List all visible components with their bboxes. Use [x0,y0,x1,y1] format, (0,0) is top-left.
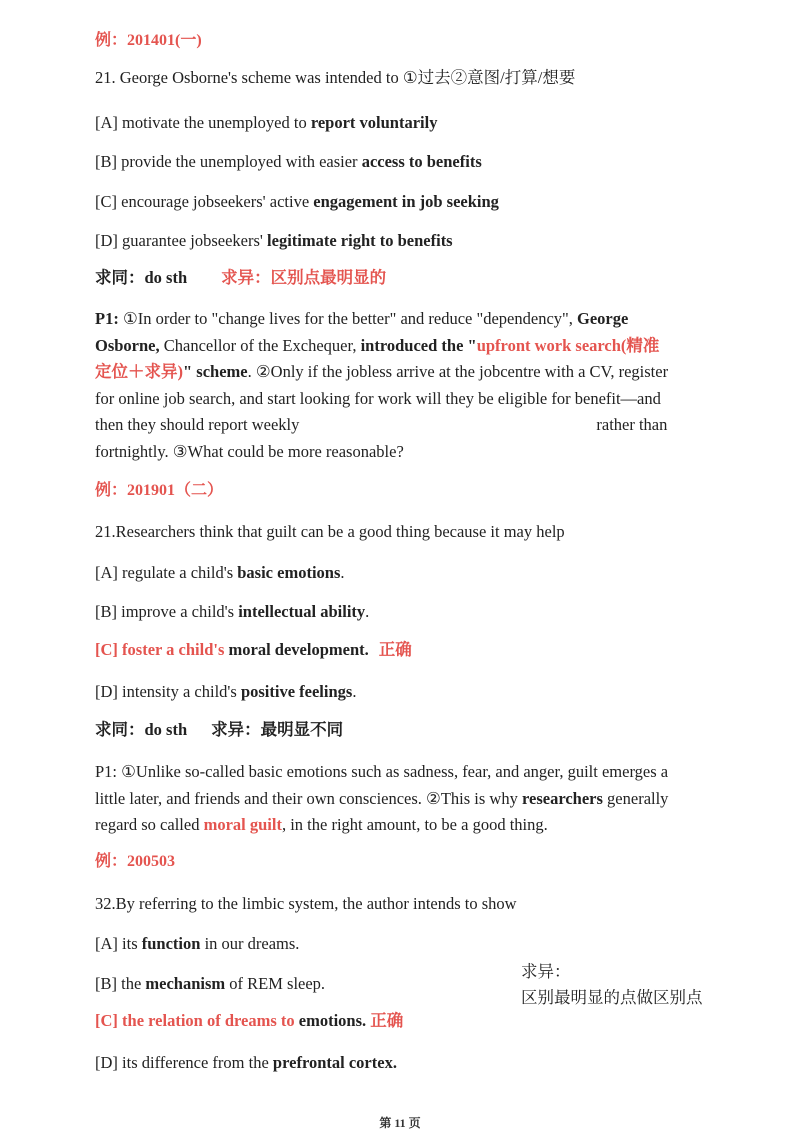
option-text: . [352,682,357,701]
para-text: ①In order to "change lives for the better" and reduce "dependency", [122,309,578,328]
seek-same-diff-2 [95,719,343,741]
para-text: , in the right amount, to be a good thing. [281,815,548,834]
seek-diff: 求异：区别点最明显的 [221,268,387,287]
seek-same: 求同：do sth [95,268,188,287]
option-text: . [365,602,370,621]
question-21-osborne [95,67,575,89]
para-bold: researchers [521,788,603,808]
para-text: then they should report weekly [95,415,300,434]
para-text: P1: ①Unlike so-called basic emotions such as sadness, fear, and anger, guilt emerges a [95,762,669,781]
option-keyword: mechanism [145,974,226,993]
option-keyword: function [141,934,201,953]
option-b [95,601,369,623]
side-note-text: 区别最明显的点做区别点 [521,988,703,1007]
example-heading-201401: 例：201401(一) [95,32,202,49]
para-text: regard so called [95,815,204,834]
para-bold: " scheme [183,362,248,381]
passage-p1-guilt [95,759,735,839]
option-keyword: legitimate right to benefits [267,231,453,250]
option-text: [C] the relation of dreams to [95,1011,299,1030]
option-text: [C] foster a child's [95,640,229,659]
para-text: for online job search, and start looking for work will they be eligible for benefit—and [95,388,661,408]
para-bold: Osborne, [95,335,160,355]
option-keyword: intellectual ability [238,602,366,621]
option-keyword: engagement in job seeking [313,192,499,211]
option-keyword: basic emotions [237,563,341,582]
para-highlight: upfront work search(精准 [476,335,660,355]
seek-same: 求同：do sth [95,720,188,739]
option-a [95,933,299,955]
para-text: little later, and friends and their own consciences. ②This is why [95,788,522,808]
para-text: . ②Only if the jobless arrive at the jobcentre with a CV, register [247,362,669,381]
para-bold: introduced the " [360,335,477,355]
option-text: [B] provide the unemployed with easier [95,152,362,171]
option-text: [B] improve a child's [95,602,239,621]
question-note: ①过去②意图/打算/想要 [402,68,576,87]
option-keyword: prefrontal cortex. [272,1053,397,1072]
option-text: [A] motivate the unemployed to [95,113,311,132]
example-heading-201901: 例：201901（二） [95,482,224,499]
option-text: of REM sleep. [225,974,326,993]
correct-mark: 正确 [378,640,412,659]
para-text: fortnightly. ③What could be more reasonable? [95,441,404,461]
option-b [95,151,482,173]
seek-same-diff-1 [95,267,386,289]
option-a [95,562,345,584]
option-text: [A] regulate a child's [95,563,238,582]
option-text: in our dreams. [200,934,300,953]
question-21-guilt: 21.Researchers think that guilt can be a good thing because it may help [95,522,565,541]
para-label: P1: [95,309,123,328]
option-text: [D] guarantee jobseekers' [95,231,268,250]
option-text: [A] its [95,934,142,953]
para-highlight: moral guilt [203,815,282,834]
option-keyword: report voluntarily [310,113,438,132]
correct-mark: 正确 [370,1011,404,1030]
option-text: [D] its difference from the [95,1053,273,1072]
option-keyword: emotions [298,1011,363,1030]
para-bold: George [577,309,629,328]
option-d [95,1052,397,1074]
example-heading-200503: 例：200503 [95,853,176,870]
option-text: . [340,563,345,582]
option-text: . [362,1011,371,1030]
option-text: [D] intensity a child's [95,682,241,701]
para-highlight: 定位＋求异) [95,362,183,381]
page-number: 第 11 页 [379,1116,421,1130]
passage-p1-osborne [95,306,735,465]
option-d [95,230,453,252]
option-b [95,973,325,995]
question-text: 21. George Osborne's scheme was intended to [95,68,403,87]
question-32-limbic: 32.By referring to the limbic system, the author intends to show [95,894,517,913]
para-text: generally [602,788,669,808]
option-text: [B] the [95,974,146,993]
option-text: [C] encourage jobseekers' active [95,192,314,211]
side-note-title: 求异： [521,962,571,981]
option-keyword: moral development. [228,640,369,659]
option-keyword: access to benefits [361,152,482,171]
option-c [95,191,499,213]
para-text: Chancellor of the Exchequer, [159,335,361,355]
para-text: rather than [596,415,668,434]
option-c-correct [95,639,412,661]
option-a [95,112,437,134]
side-note [521,959,703,1011]
seek-diff: 求异：最明显不同 [211,720,344,739]
option-keyword: positive feelings [240,682,353,701]
option-c-correct [95,1010,403,1032]
option-d [95,681,356,703]
